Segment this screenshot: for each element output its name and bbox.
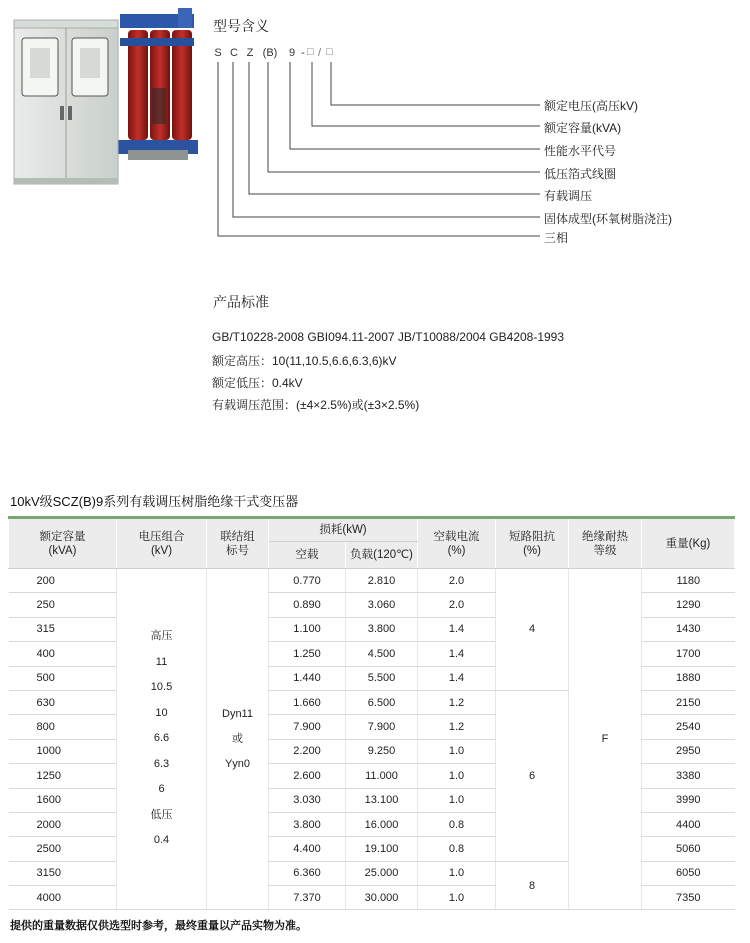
cell-capacity: 315 [9,617,117,641]
code-char-s: S [214,47,222,59]
header-impedance: 短路阻抗 (%) [496,518,569,569]
cell-noload-loss: 0.770 [269,569,346,593]
cell-load-loss: 19.100 [346,837,418,861]
model-meaning-title: 型号含义 [213,18,269,34]
header-voltage: 电压组合 (kV) [117,518,207,569]
cell-weight: 3380 [642,764,735,788]
header-weight: 重量(Kg) [642,518,735,569]
cell-capacity: 1600 [9,788,117,812]
cell-noload-current: 1.0 [418,886,496,910]
cell-noload-loss: 0.890 [269,593,346,617]
cell-weight: 2150 [642,690,735,714]
cell-noload-current: 1.4 [418,666,496,690]
voltage-value: 6 [158,783,165,796]
cell-noload-current: 1.4 [418,617,496,641]
standards-codes: GB/T10228-2008 GBI094.11-2007 JB/T10088/2004 GB4208-1993 [212,330,565,344]
cell-noload-current: 1.0 [418,861,496,885]
cell-noload-loss: 1.440 [269,666,346,690]
cell-noload-loss: 3.030 [269,788,346,812]
cell-load-loss: 5.500 [346,666,418,690]
meaning-cast-resin: 固体成型(环氧树脂浇注) [544,212,672,226]
table-title: 10kV级SCZ(B)9系列有载调压树脂绝缘干式变压器 [10,494,299,509]
cell-capacity: 4000 [9,886,117,910]
cell-noload-current: 0.8 [418,812,496,836]
cell-capacity: 800 [9,715,117,739]
cell-noload-current: 1.2 [418,690,496,714]
header-loss-load: 负载(120℃) [346,542,418,569]
cell-connection-group [207,569,269,910]
meaning-three-phase: 三相 [544,231,569,245]
cell-load-loss: 2.810 [346,569,418,593]
cell-load-loss: 3.800 [346,617,418,641]
meaning-rated-capacity: 额定容量(kVA) [544,121,622,135]
cell-weight: 1880 [642,666,735,690]
cell-load-loss: 6.500 [346,690,418,714]
cell-weight: 2540 [642,715,735,739]
cell-capacity: 630 [9,690,117,714]
cell-noload-current: 1.0 [418,788,496,812]
header-noload-current: 空载电流 (%) [418,518,496,569]
rated-high-voltage: 额定高压：10(11,10.5,6.6,6.3,6)kV [212,354,397,368]
connection-value: 或 [232,732,243,745]
cell-load-loss: 30.000 [346,886,418,910]
cell-impedance-group: 6 [496,690,569,861]
cell-capacity: 1000 [9,739,117,763]
tap-range: 有载调压范围：(±4×2.5%)或(±3×2.5%) [212,398,420,412]
cell-weight: 1700 [642,642,735,666]
code-char-c: C [230,47,238,59]
rated-low-voltage: 额定低压：0.4kV [212,376,303,390]
cell-weight: 1430 [642,617,735,641]
cell-weight: 5060 [642,837,735,861]
cell-noload-loss: 1.660 [269,690,346,714]
table-row [9,569,735,593]
standards-title: 产品标准 [213,294,269,310]
spec-table [8,516,735,910]
voltage-value: 0.4 [153,834,170,847]
cell-capacity: 500 [9,666,117,690]
cell-load-loss: 3.060 [346,593,418,617]
cell-noload-current: 1.0 [418,739,496,763]
cell-noload-loss: 2.600 [269,764,346,788]
cell-noload-loss: 1.100 [269,617,346,641]
cell-noload-loss: 3.800 [269,812,346,836]
meaning-rated-voltage: 额定电压(高压kV) [544,99,638,113]
code-char-slash: / [318,47,322,59]
cell-noload-loss: 7.370 [269,886,346,910]
header-capacity: 额定容量 (kVA) [9,518,117,569]
cell-capacity: 200 [9,569,117,593]
cell-noload-loss: 2.200 [269,739,346,763]
footnote: 提供的重量数据仅供选型时参考，最终重量以产品实物为准。 [10,920,307,932]
cell-load-loss: 11.000 [346,764,418,788]
header-loss: 损耗(kW) [269,518,418,542]
voltage-value: 高压 [150,630,173,643]
cell-capacity: 2000 [9,812,117,836]
cell-noload-loss: 6.360 [269,861,346,885]
voltage-value: 6.3 [153,757,170,770]
connection-value: Dyn11 [222,707,253,720]
meaning-on-load-tap: 有载调压 [544,189,593,203]
header-loss-noload: 空载 [269,542,346,569]
cell-impedance-group: 8 [496,861,569,910]
cell-noload-current: 2.0 [418,569,496,593]
code-char-dash: - [301,47,305,59]
cell-capacity: 250 [9,593,117,617]
code-char-9: 9 [288,47,296,59]
code-char-b: (B) [262,47,278,59]
cell-weight: 4400 [642,812,735,836]
cell-capacity: 3150 [9,861,117,885]
voltage-value: 11 [155,655,168,668]
cell-weight: 6050 [642,861,735,885]
cell-noload-current: 1.2 [418,715,496,739]
voltage-value: 10.5 [150,681,173,694]
cell-load-loss: 9.250 [346,739,418,763]
cell-insulation-class: F [569,569,642,910]
cell-load-loss: 4.500 [346,642,418,666]
spec-table-body [9,569,735,910]
code-box-capacity: □ [307,46,314,58]
cell-load-loss: 7.900 [346,715,418,739]
cell-noload-loss: 4.400 [269,837,346,861]
cell-load-loss: 13.100 [346,788,418,812]
cell-noload-loss: 7.900 [269,715,346,739]
header-insulation: 绝缘耐热 等级 [569,518,642,569]
cell-capacity: 400 [9,642,117,666]
code-char-z: Z [246,47,254,59]
meaning-performance-code: 性能水平代号 [544,144,617,158]
cell-load-loss: 16.000 [346,812,418,836]
cell-noload-current: 1.4 [418,642,496,666]
meaning-foil-winding: 低压箔式线圈 [544,167,617,181]
voltage-value: 10 [155,706,168,719]
header-connection: 联结组 标号 [207,518,269,569]
cell-noload-current: 0.8 [418,837,496,861]
cell-weight: 2950 [642,739,735,763]
connection-value: Yyn0 [224,757,251,770]
cell-noload-loss: 1.250 [269,642,346,666]
voltage-value: 6.6 [153,732,170,745]
cell-voltage-group [117,569,207,910]
cell-capacity: 1250 [9,764,117,788]
cell-weight: 3990 [642,788,735,812]
cell-capacity: 2500 [9,837,117,861]
voltage-value: 低压 [150,808,173,821]
cell-noload-current: 1.0 [418,764,496,788]
cell-weight: 7350 [642,886,735,910]
cell-weight: 1180 [642,569,735,593]
cell-impedance-group: 4 [496,569,569,691]
code-box-voltage: □ [326,46,333,58]
cell-noload-current: 2.0 [418,593,496,617]
cell-load-loss: 25.000 [346,861,418,885]
cell-weight: 1290 [642,593,735,617]
